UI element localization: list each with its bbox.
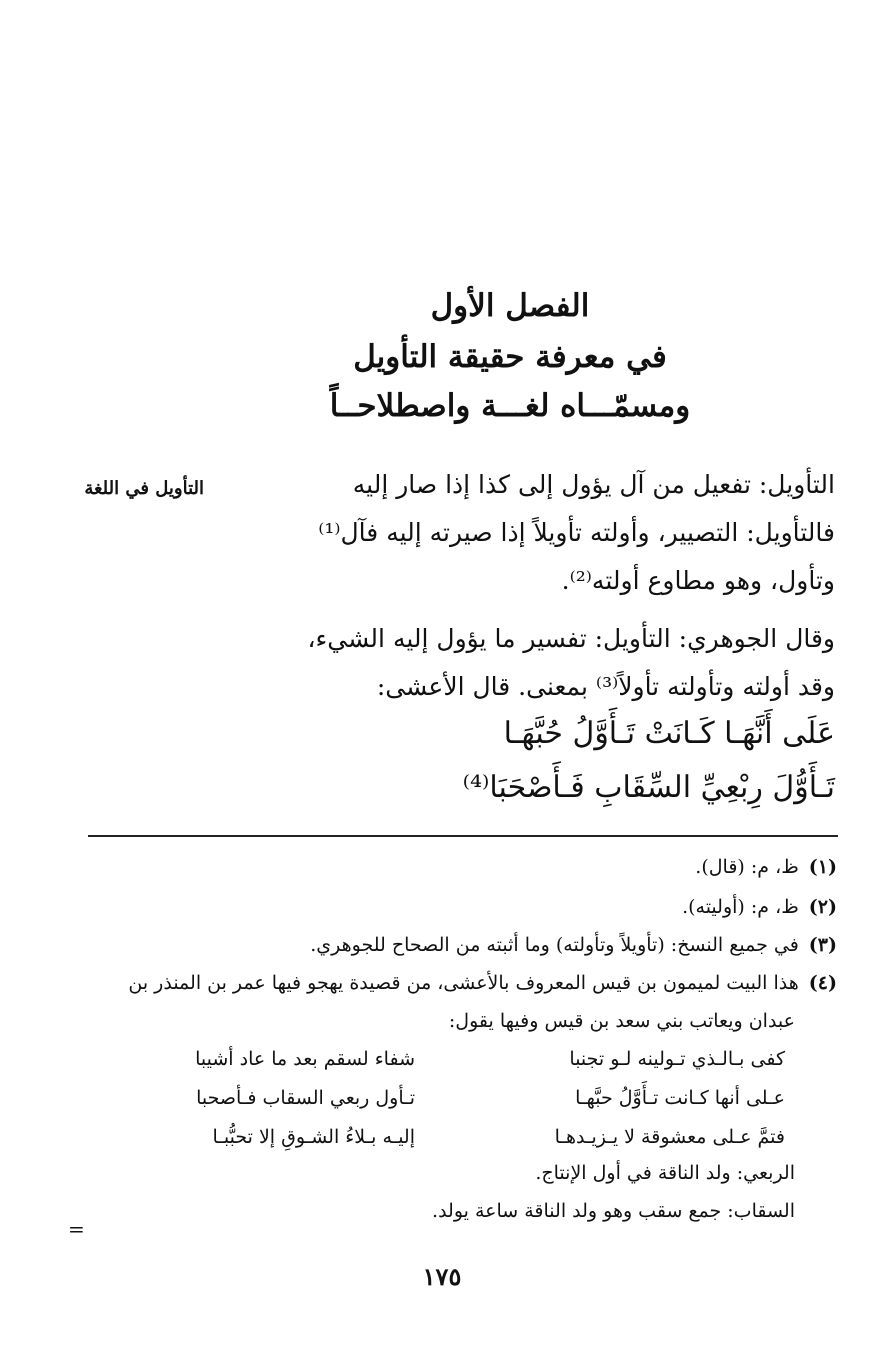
footnote-4-continuation: عبدان ويعاتب بني سعد بن قيس وفيها يقول:	[448, 1010, 795, 1032]
footnote-verse-first-half: فتمَّ عـلى معشوقة لا يـزيـدهـا	[554, 1126, 785, 1148]
footnote-verse-second-half: تـأول ربعي السقاب فـأصحبا	[196, 1087, 415, 1109]
footnote-number: (٢)	[808, 896, 837, 918]
footnote-verse-second-half: إليـه بـلاءُ الشـوقِ إلا تحبُّبـا	[212, 1126, 415, 1148]
poem-verse: تَـأَوُّلَ رِبْعِيِّ السِّقَابِ فَـأَصْحَبَا⁽⁴⁾	[462, 770, 835, 805]
body-line: فالتأويل: التصيير، وأولته تأويلاً إذا صيرته إليه فآل⁽¹⁾	[318, 518, 835, 547]
footnote-number: (١)	[808, 856, 837, 878]
chapter-subtitle: في معرفة حقيقة التأويل	[353, 339, 667, 375]
body-line: وقال الجوهري: التأويل: تفسير ما يؤول إليه الشيء،	[307, 624, 835, 653]
footnote-number: (٣)	[808, 934, 837, 956]
body-line: وقد أولته وتأولته تأولاً⁽³⁾ بمعنى. قال الأعشى:	[376, 672, 835, 701]
footnote-1	[695, 856, 837, 878]
body-line: وتأول، وهو مطاوع أولته⁽²⁾.	[561, 566, 835, 595]
poem-verse: عَلَى أَنَّهَـا كَـانَتْ تَـأَوَّلُ حُبَّهَـا	[503, 716, 835, 751]
footnote-gloss: السقاب: جمع سقب وهو ولد الناقة ساعة يولد.	[432, 1200, 795, 1222]
footnote-text: هذا البيت لميمون بن قيس المعروف بالأعشى، من قصيدة يهجو فيها عمر بن المنذر بن	[128, 972, 799, 994]
footnote-verse-first-half: عـلى أنها كـانت تـأَوَّلُ حبَّهـا	[575, 1087, 785, 1109]
margin-note: التأويل في اللغة	[84, 478, 204, 499]
footnote-text: ظ، م: (قال).	[695, 856, 799, 878]
edge-mark: =	[68, 1217, 85, 1241]
footnote-verse-second-half: شفاء لسقم بعد ما عاد أشيبا	[195, 1048, 415, 1070]
footnote-text: ظ، م: (أوليته).	[682, 896, 799, 918]
footnote-number: (٤)	[808, 972, 837, 994]
footnote-gloss: الربعي: ولد الناقة في أول الإنتاج.	[535, 1162, 795, 1184]
footnote-3	[310, 934, 837, 956]
footnote-2	[682, 896, 837, 918]
footnote-verse-first-half: كفى بـالـذي تـولينه لـو تجنبا	[569, 1048, 785, 1070]
footnote-divider	[88, 835, 838, 837]
chapter-title: الفصل الأول	[430, 288, 590, 324]
footnote-4	[128, 972, 837, 994]
chapter-subtitle-2: ومسمّـــاه لغـــة واصطلاحــاً	[329, 388, 691, 424]
page-number: ١٧٥	[422, 1262, 462, 1291]
footnote-text: في جميع النسخ: (تأويلاً وتأولته) وما أثبته من الصحاح للجوهري.	[310, 934, 799, 956]
body-line: التأويل: تفعيل من آل يؤول إلى كذا إذا صار إليه	[352, 470, 835, 499]
